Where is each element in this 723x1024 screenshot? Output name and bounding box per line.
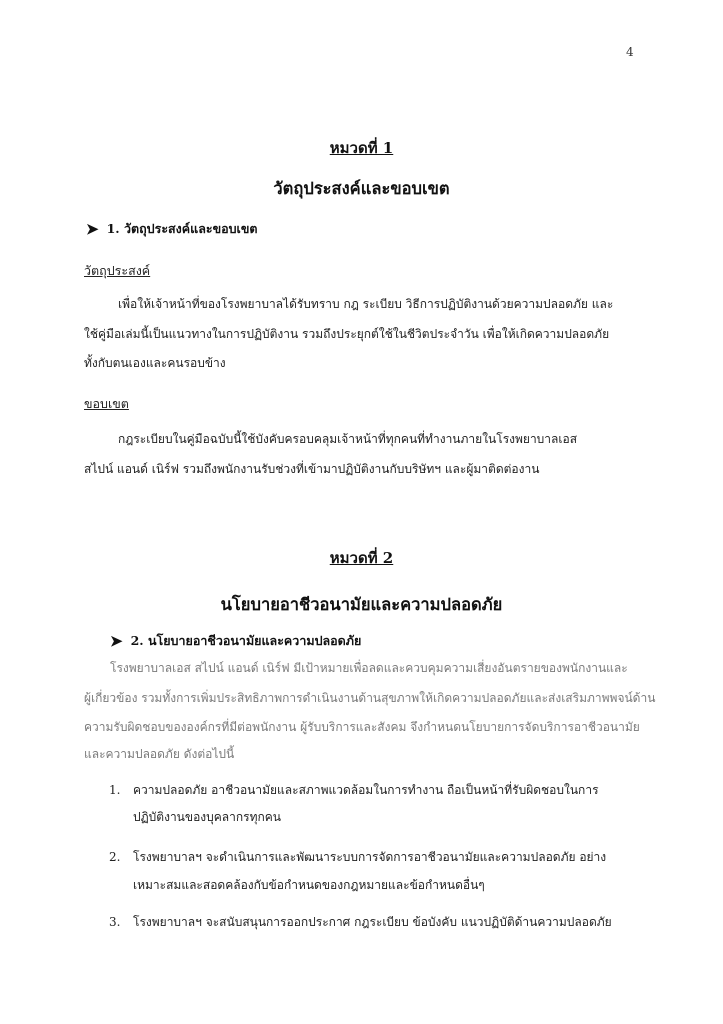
chapter-2-subtitle: นโยบายอาชีวอนามัยและความปลอดภัย [220,595,503,614]
policy-line-2: ผู้เกี่ยวข้อง รวมทั้งการเพิ่มประสิทธิภาพการดำเนินงานด้านสุขภาพให้เกิดความปลอดภัยและส่งเสริมภาพพจน์ด้าน [84,691,656,705]
list-item-1-line-2: ปฏิบัติงานของบุคลากรทุกคน [133,810,282,824]
section-2-heading-text: 2. นโยบายอาชีวอนามัยและความปลอดภัย [130,633,362,648]
arrow-bullet-icon: ➤ [110,631,123,650]
list-item-3-line-1: โรงพยาบาลฯ จะสนับสนุนการออกประกาศ กฎระเบียบ ข้อบังคับ แนวปฏิบัติด้านความปลอดภัย [133,915,612,929]
section-1-heading [86,219,258,239]
objective-line-3: ทั้งกับตนเองและคนรอบข้าง [84,356,226,370]
section-1-heading-text: 1. วัตถุประสงค์และขอบเขต [106,221,258,236]
list-item-1-number: 1. [109,783,121,797]
policy-line-4: และความปลอดภัย ดังต่อไปนี้ [84,747,235,761]
list-item-1-line-1: ความปลอดภัย อาชีวอนามัยและสภาพแวดล้อมในการทำงาน ถือเป็นหน้าที่รับผิดชอบในการ [133,783,599,797]
list-item-2-line-2: เหมาะสมและสอดคล้องกับข้อกำหนดของกฎหมายและข้อกำหนดอื่นๆ [133,878,485,892]
policy-line-3: ความรับผิดชอบขององค์กรที่มีต่อพนักงาน ผู้รับบริการและสังคม จึงกำหนดนโยบายการจัดบริการอาชีวอนามัย [84,720,640,734]
chapter-1-subtitle: วัตถุประสงค์และขอบเขต [273,179,450,198]
chapter-1-title: หมวดที่ 1 [329,139,394,157]
page-number: 4 [626,45,634,59]
objective-label: วัตถุประสงค์ [84,263,151,278]
chapter-2-title: หมวดที่ 2 [329,549,394,567]
objective-line-1: เพื่อให้เจ้าหน้าที่ของโรงพยาบาลได้รับทราบ กฎ ระเบียบ วิธีการปฏิบัติงานด้วยความปลอดภัย และ [118,297,614,311]
policy-line-1: โรงพยาบาลเอส สไปน์ แอนด์ เนิร์ฟ มีเป้าหมายเพื่อลดและควบคุมความเสี่ยงอันตรายของพนักงานและ [110,661,628,675]
objective-line-2: ใช้คู่มือเล่มนี้เป็นแนวทางในการปฏิบัติงาน รวมถึงประยุกต์ใช้ในชีวิตประจำวัน เพื่อให้เกิดความปลอดภัย [84,327,610,341]
scope-line-1: กฎระเบียบในคู่มือฉบับนี้ใช้บังคับครอบคลุมเจ้าหน้าที่ทุกคนที่ทำงานภายในโรงพยาบาลเอส [118,432,578,446]
list-item-2-number: 2. [109,850,121,864]
section-2-heading [110,631,361,651]
scope-line-2: สไปน์ แอนด์ เนิร์ฟ รวมถึงพนักงานรับช่วงที่เข้ามาปฏิบัติงานกับบริษัทฯ และผู้มาติดต่องาน [84,462,540,476]
scope-label: ขอบเขต [84,396,129,411]
list-item-2-line-1: โรงพยาบาลฯ จะดำเนินการและพัฒนาระบบการจัดการอาชีวอนามัยและความปลอดภัย อย่าง [133,850,607,864]
arrow-bullet-icon: ➤ [86,219,99,238]
list-item-3-number: 3. [109,915,121,929]
